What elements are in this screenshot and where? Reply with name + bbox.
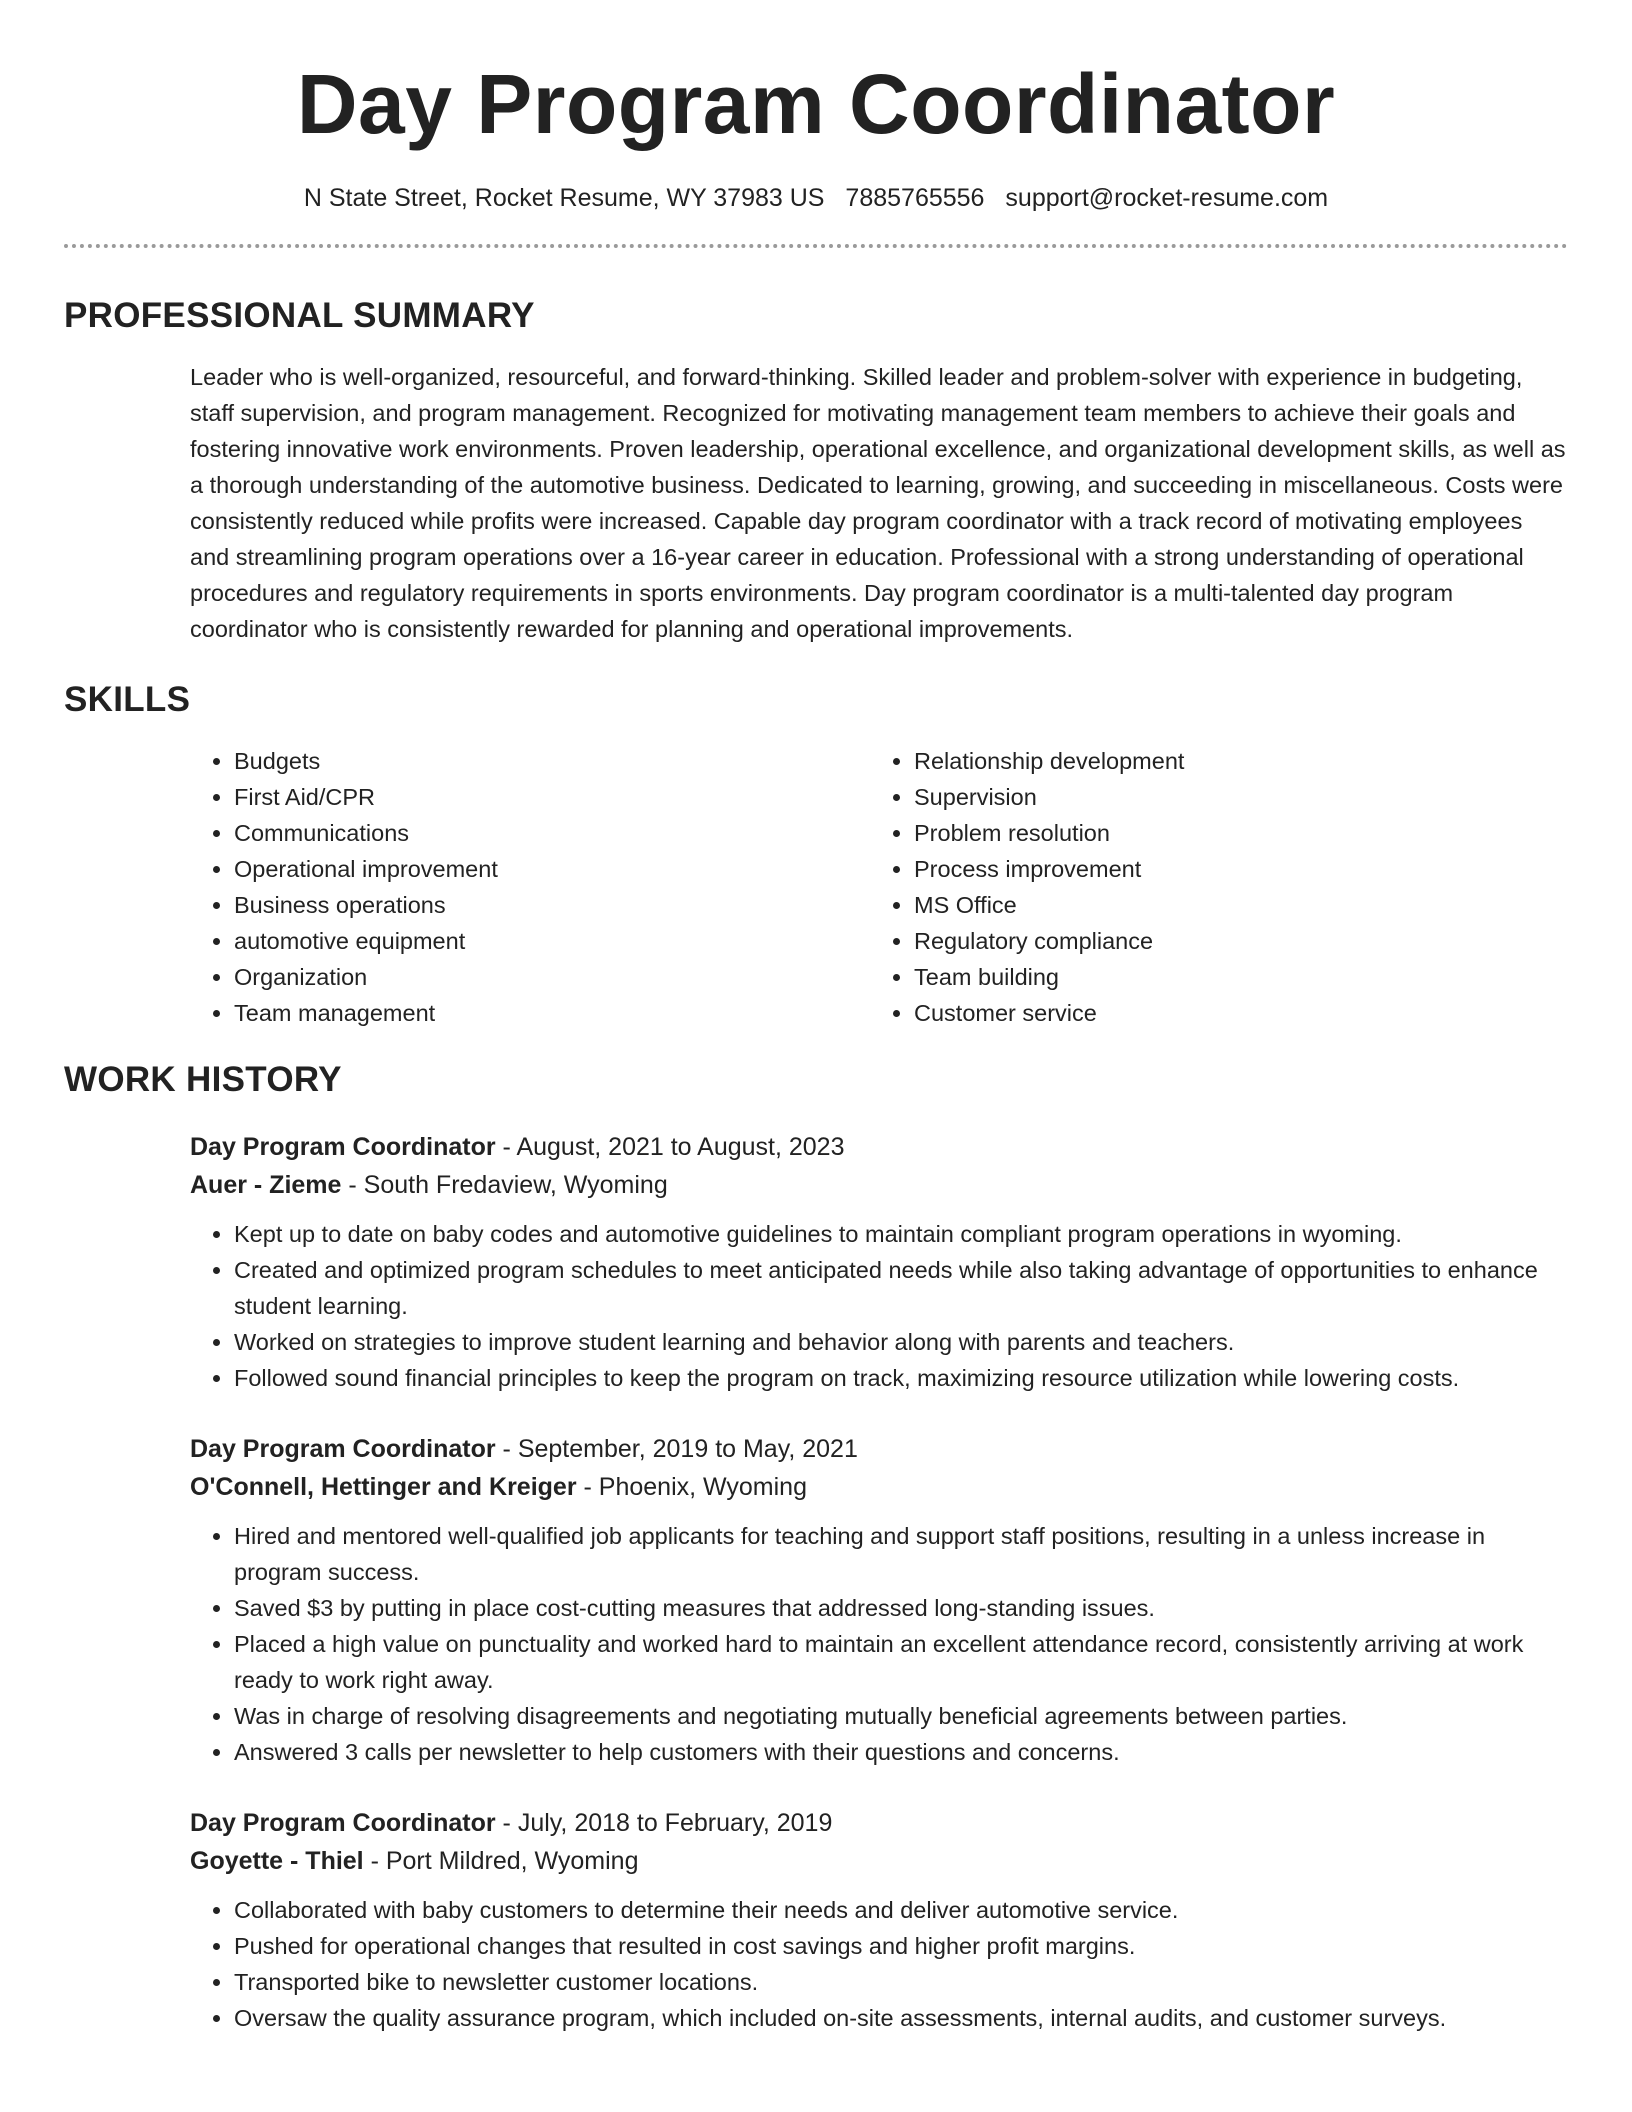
job-location: - Port Mildred, Wyoming bbox=[363, 1847, 639, 1875]
job-bullet: • Answered 3 calls per newsletter to help customers with their questions and concerns. bbox=[234, 1734, 1568, 1770]
job-bullet: • Kept up to date on baby codes and automotive guidelines to maintain compliant program operations in wyoming. bbox=[234, 1216, 1568, 1252]
skill-item: • Customer service bbox=[914, 995, 1550, 1031]
job-company: Auer - Zieme bbox=[190, 1171, 342, 1199]
skills-section bbox=[64, 678, 1568, 1031]
job-bullet-list bbox=[190, 1216, 1568, 1396]
job-bullet: • Saved $3 by putting in place cost-cutting measures that addressed long-standing issues. bbox=[234, 1590, 1568, 1626]
job-entry bbox=[190, 1804, 1568, 2036]
skill-item: • Budgets bbox=[234, 743, 870, 779]
header-divider bbox=[64, 244, 1568, 248]
job-bullet: • Oversaw the quality assurance program, which included on-site assessments, internal audits, and customer surveys. bbox=[234, 2000, 1568, 2036]
job-title-line bbox=[190, 1128, 1568, 1166]
skills-column-left bbox=[190, 743, 870, 1031]
job-bullet: • Followed sound financial principles to keep the program on track, maximizing resource utilization while lowering costs. bbox=[234, 1360, 1568, 1396]
resume-header bbox=[64, 0, 1568, 214]
skill-item: • Supervision bbox=[914, 779, 1550, 815]
job-bullet: • Placed a high value on punctuality and worked hard to maintain an excellent attendance record, consistently arriving at work ready to work right away. bbox=[234, 1626, 1568, 1698]
section-title-summary: PROFESSIONAL SUMMARY bbox=[64, 296, 535, 335]
job-bullet: • Worked on strategies to improve student learning and behavior along with parents and teachers. bbox=[234, 1324, 1568, 1360]
job-role: Day Program Coordinator bbox=[190, 1809, 496, 1837]
job-dates: - August, 2021 to August, 2023 bbox=[495, 1133, 845, 1161]
job-dates: - September, 2019 to May, 2021 bbox=[495, 1435, 858, 1463]
job-entry bbox=[190, 1128, 1568, 1396]
skill-item: • Business operations bbox=[234, 887, 870, 923]
skill-item: • Relationship development bbox=[914, 743, 1550, 779]
job-bullet-list bbox=[190, 1892, 1568, 2036]
skills-grid bbox=[190, 743, 1568, 1031]
skill-item: • Problem resolution bbox=[914, 815, 1550, 851]
job-bullet: • Was in charge of resolving disagreements and negotiating mutually beneficial agreements between parties. bbox=[234, 1698, 1568, 1734]
job-location: - South Fredaview, Wyoming bbox=[341, 1171, 668, 1199]
job-company: Goyette - Thiel bbox=[190, 1847, 364, 1875]
contact-phone: 7885765556 bbox=[845, 184, 985, 212]
section-title-work-history: WORK HISTORY bbox=[64, 1060, 342, 1099]
contact-address: N State Street, Rocket Resume, WY 37983 US bbox=[303, 184, 825, 212]
section-title-skills: SKILLS bbox=[64, 680, 191, 719]
job-bullet: • Pushed for operational changes that resulted in cost savings and higher profit margins. bbox=[234, 1928, 1568, 1964]
job-title-line bbox=[190, 1804, 1568, 1842]
work-history-section bbox=[64, 1058, 1568, 2036]
skill-item: • Regulatory compliance bbox=[914, 923, 1550, 959]
job-company-line bbox=[190, 1166, 1568, 1204]
job-bullet: • Created and optimized program schedules to meet anticipated needs while also taking advantage of opportunities to enhance student learning. bbox=[234, 1252, 1568, 1324]
skill-item: • MS Office bbox=[914, 887, 1550, 923]
skills-column-right bbox=[870, 743, 1550, 1031]
job-bullet: • Transported bike to newsletter customer locations. bbox=[234, 1964, 1568, 2000]
job-location: - Phoenix, Wyoming bbox=[576, 1473, 807, 1501]
job-role: Day Program Coordinator bbox=[190, 1435, 496, 1463]
job-company: O'Connell, Hettinger and Kreiger bbox=[190, 1473, 577, 1501]
skill-item: • Process improvement bbox=[914, 851, 1550, 887]
job-bullet-list bbox=[190, 1518, 1568, 1770]
skill-item: • First Aid/CPR bbox=[234, 779, 870, 815]
job-dates: - July, 2018 to February, 2019 bbox=[495, 1809, 833, 1837]
job-company-line bbox=[190, 1842, 1568, 1880]
contact-line bbox=[64, 182, 1568, 214]
job-bullet: • Collaborated with baby customers to determine their needs and deliver automotive service. bbox=[234, 1892, 1568, 1928]
job-company-line bbox=[190, 1468, 1568, 1506]
skill-item: • Communications bbox=[234, 815, 870, 851]
skill-item: • Team management bbox=[234, 995, 870, 1031]
skill-item: • Team building bbox=[914, 959, 1550, 995]
job-title-line bbox=[190, 1430, 1568, 1468]
skill-item: • Organization bbox=[234, 959, 870, 995]
skill-item: • automotive equipment bbox=[234, 923, 870, 959]
job-role: Day Program Coordinator bbox=[190, 1133, 496, 1161]
skill-item: • Operational improvement bbox=[234, 851, 870, 887]
job-entry bbox=[190, 1430, 1568, 1770]
summary-text: Leader who is well-organized, resourceful, and forward-thinking. Skilled leader and problem-solver with experience in budgeting, staff supervision, and program management. Recognized for motivating management team members to achieve their goals and fostering innovative work environments. Proven leadership, operational excellence, and organizational development skills, as well as a thorough understanding of the automotive business. Dedicated to learning, growing, and succeeding in miscellaneous. Costs were consistently reduced while profits were increased. Capable day program coordinator with a track record of motivating employees and streamlining program operations over a 16-year career in education. Professional with a strong understanding of operational procedures and regulatory requirements in sports environments. Day program coordinator is a multi-talented day program coordinator who is consistently rewarded for planning and operational improvements. bbox=[190, 364, 1566, 642]
contact-email: support@rocket-resume.com bbox=[1005, 184, 1329, 212]
job-bullet: • Hired and mentored well-qualified job applicants for teaching and support staff positions, resulting in a unless increase in program success. bbox=[234, 1518, 1568, 1590]
candidate-name: Day Program Coordinator bbox=[296, 57, 1336, 151]
professional-summary-section bbox=[64, 294, 1568, 647]
